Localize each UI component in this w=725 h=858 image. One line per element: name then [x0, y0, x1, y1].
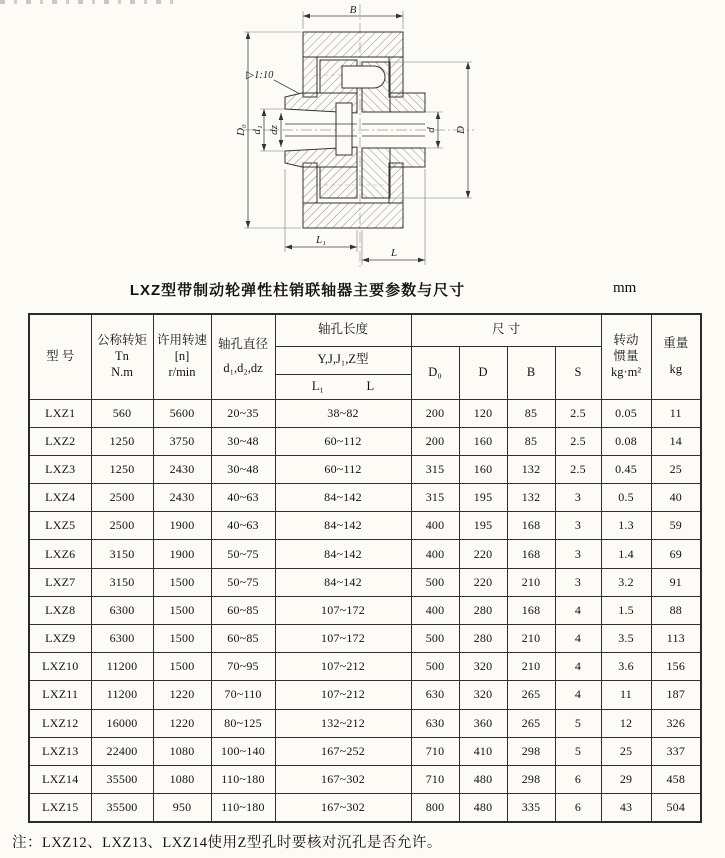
header-bore-dia-line2: d₁,d₂,dz: [223, 361, 263, 376]
cell: 38~82: [275, 399, 411, 427]
cell: 2.5: [555, 455, 601, 483]
cell: 298: [507, 765, 555, 793]
dim-label-l: L: [390, 247, 398, 259]
cell: 110~180: [211, 765, 275, 793]
dim-label-l1: L₁: [316, 234, 326, 246]
cell: 4: [555, 653, 601, 681]
table-rows: [29, 399, 701, 822]
header-dimensions: 尺 寸: [411, 314, 601, 346]
cell: 6300: [91, 596, 153, 624]
cell: 265: [507, 709, 555, 737]
table-row: [29, 399, 701, 427]
cell: LXZ10: [29, 653, 91, 681]
cell: 88: [651, 596, 701, 624]
table-row: [29, 512, 701, 540]
cell: 0.45: [601, 455, 651, 483]
cell: 1220: [153, 681, 211, 709]
header-inertia-line1: 转动: [613, 333, 639, 348]
cell: 107~212: [275, 653, 411, 681]
cell: 70~110: [211, 681, 275, 709]
cell: 4: [555, 681, 601, 709]
cell: 6300: [91, 625, 153, 653]
header-weight-line1: 重量: [663, 336, 689, 351]
cell: 168: [507, 596, 555, 624]
cell: 3: [555, 484, 601, 512]
cell: 500: [411, 653, 459, 681]
cell: 220: [459, 568, 507, 596]
cell: 298: [507, 737, 555, 765]
cell: 480: [459, 794, 507, 822]
dim-label-d1: d₁: [251, 125, 263, 135]
cell: 84~142: [275, 568, 411, 596]
cell: 84~142: [275, 484, 411, 512]
cell: 0.5: [601, 484, 651, 512]
cell: 107~172: [275, 625, 411, 653]
dim-label-d0: D₀: [235, 124, 247, 136]
footnote: 注：LXZ12、LXZ13、LXZ14使用Z型孔时要核对沉孔是否允许。: [12, 835, 442, 851]
cell: 400: [411, 512, 459, 540]
cell: 107~172: [275, 596, 411, 624]
dim-label-dz: dz: [268, 125, 280, 135]
cell: LXZ14: [29, 765, 91, 793]
cell: 5600: [153, 399, 211, 427]
cell: 1250: [91, 455, 153, 483]
cell: 630: [411, 681, 459, 709]
table-row: [29, 427, 701, 455]
table-row: [29, 794, 701, 822]
cell: 320: [459, 653, 507, 681]
cell: LXZ4: [29, 484, 91, 512]
cell: 187: [651, 681, 701, 709]
cell: LXZ11: [29, 681, 91, 709]
cell: 458: [651, 765, 701, 793]
cell: LXZ5: [29, 512, 91, 540]
cell: 200: [411, 427, 459, 455]
cell: 280: [459, 596, 507, 624]
header-weight: [651, 314, 701, 399]
cell: LXZ3: [29, 455, 91, 483]
header-dim-d: D: [459, 346, 507, 399]
cell: 40~63: [211, 484, 275, 512]
cell: 30~48: [211, 427, 275, 455]
cell: 35500: [91, 794, 153, 822]
cell: 160: [459, 455, 507, 483]
cell: 800: [411, 794, 459, 822]
cell: 1080: [153, 765, 211, 793]
cell: 504: [651, 794, 701, 822]
header-weight-line2: kg: [669, 361, 683, 376]
header-speed-line2: [n]: [174, 348, 190, 363]
cell: LXZ7: [29, 568, 91, 596]
cell: 59: [651, 512, 701, 540]
dim-label-D: D: [455, 126, 467, 134]
cell: 280: [459, 625, 507, 653]
header-inertia: [601, 314, 651, 399]
cell: 0.08: [601, 427, 651, 455]
cell: 3.2: [601, 568, 651, 596]
dim-label-d: d: [425, 127, 437, 133]
cell: 60~85: [211, 625, 275, 653]
cell: 22400: [91, 737, 153, 765]
table-row: [29, 653, 701, 681]
header-speed-line1: 许用转速: [156, 333, 207, 348]
taper-label: ▷1:10: [246, 70, 274, 81]
cell: LXZ12: [29, 709, 91, 737]
cell: 326: [651, 709, 701, 737]
table-row: [29, 765, 701, 793]
cell: LXZ9: [29, 625, 91, 653]
table-title: LXZ型带制动轮弹性柱销联轴器主要参数与尺寸: [129, 282, 466, 299]
cell: 85: [507, 399, 555, 427]
header-model: 型 号: [29, 314, 91, 399]
cell: 85: [507, 427, 555, 455]
cell: 132: [507, 455, 555, 483]
cell: 1.4: [601, 540, 651, 568]
cell: 29: [601, 765, 651, 793]
cell: 14: [651, 427, 701, 455]
cell: 11200: [91, 653, 153, 681]
table-row: [29, 540, 701, 568]
cell: 2.5: [555, 427, 601, 455]
cell: LXZ13: [29, 737, 91, 765]
cell: 200: [411, 399, 459, 427]
cell: 50~75: [211, 568, 275, 596]
cell: 320: [459, 681, 507, 709]
header-dim-d0: D₀: [411, 346, 459, 399]
cell: 1500: [153, 596, 211, 624]
cell: 400: [411, 596, 459, 624]
cell: 0.05: [601, 399, 651, 427]
cell: 265: [507, 681, 555, 709]
cell: 1500: [153, 653, 211, 681]
header-bore-length-l: [275, 374, 411, 399]
cell: 195: [459, 512, 507, 540]
cell: 110~180: [211, 794, 275, 822]
cell: 167~302: [275, 765, 411, 793]
table-row: [29, 455, 701, 483]
cell: 410: [459, 737, 507, 765]
cell: LXZ6: [29, 540, 91, 568]
header-torque-line2: N.m: [111, 364, 133, 379]
cell: 400: [411, 540, 459, 568]
cell: 132~212: [275, 709, 411, 737]
cell: 4: [555, 596, 601, 624]
cell: 11: [601, 681, 651, 709]
table-header: [29, 314, 701, 399]
cell: LXZ15: [29, 794, 91, 822]
cell: 168: [507, 540, 555, 568]
cell: 1900: [153, 512, 211, 540]
cell: 3.6: [601, 653, 651, 681]
cell: 5: [555, 709, 601, 737]
cell: 20~35: [211, 399, 275, 427]
cell: 500: [411, 568, 459, 596]
cell: 2500: [91, 512, 153, 540]
header-bore-length-types: Y,J,J₁,Z型: [275, 346, 411, 374]
cell: 167~252: [275, 737, 411, 765]
cell: 315: [411, 455, 459, 483]
header-torque: [91, 314, 153, 399]
cell: 630: [411, 709, 459, 737]
header-l1-label: L₁: [311, 378, 324, 393]
cell: 1080: [153, 737, 211, 765]
table-row: [29, 681, 701, 709]
cell: 3.5: [601, 625, 651, 653]
dim-label-b: B: [349, 4, 357, 16]
cell: LXZ1: [29, 399, 91, 427]
cell: 60~85: [211, 596, 275, 624]
cell: 1900: [153, 540, 211, 568]
cell: 50~75: [211, 540, 275, 568]
coupling-drawing: [0, 0, 725, 272]
cell: 210: [507, 568, 555, 596]
header-torque-line1: 公称转矩Tn: [96, 333, 147, 363]
cell: 6: [555, 765, 601, 793]
cell: 1220: [153, 709, 211, 737]
cell: 3150: [91, 568, 153, 596]
cell: 3: [555, 512, 601, 540]
table-row: [29, 737, 701, 765]
cell: 43: [601, 794, 651, 822]
cell: LXZ2: [29, 427, 91, 455]
cell: 3750: [153, 427, 211, 455]
header-inertia-line3: kg·m²: [610, 364, 642, 379]
cell: 40: [651, 484, 701, 512]
cell: 195: [459, 484, 507, 512]
cell: 360: [459, 709, 507, 737]
cell: 4: [555, 625, 601, 653]
cell: 337: [651, 737, 701, 765]
cell: 60~112: [275, 455, 411, 483]
table-row: [29, 709, 701, 737]
header-bore-diameter: [211, 314, 275, 399]
header-dim-s: S: [555, 346, 601, 399]
cell: 167~302: [275, 794, 411, 822]
cell: 1250: [91, 427, 153, 455]
cell: 107~212: [275, 681, 411, 709]
cell: 210: [507, 625, 555, 653]
cell: 1500: [153, 568, 211, 596]
cell: 480: [459, 765, 507, 793]
cell: 168: [507, 512, 555, 540]
cell: 3150: [91, 540, 153, 568]
cell: 40~63: [211, 512, 275, 540]
cell: 3: [555, 540, 601, 568]
cell: 710: [411, 737, 459, 765]
cell: 5: [555, 737, 601, 765]
cell: 132: [507, 484, 555, 512]
header-bore-length: 轴孔长度: [275, 314, 411, 346]
table-row: [29, 484, 701, 512]
table-row: [29, 596, 701, 624]
header-speed: [153, 314, 211, 399]
header-speed-line3: r/min: [168, 364, 196, 379]
cell: 6: [555, 794, 601, 822]
cell: 11200: [91, 681, 153, 709]
cell: 70~95: [211, 653, 275, 681]
cell: 220: [459, 540, 507, 568]
header-dim-b: B: [507, 346, 555, 399]
header-inertia-line2: 惯量: [613, 348, 639, 363]
cell: 113: [651, 625, 701, 653]
table-row: [29, 625, 701, 653]
cell: 25: [601, 737, 651, 765]
header-bore-dia-line1: 轴孔直径: [217, 336, 268, 351]
cell: 950: [153, 794, 211, 822]
cell: 160: [459, 427, 507, 455]
cell: 80~125: [211, 709, 275, 737]
cell: 12: [601, 709, 651, 737]
cell: 335: [507, 794, 555, 822]
cell: 11: [651, 399, 701, 427]
cell: 84~142: [275, 540, 411, 568]
cell: 120: [459, 399, 507, 427]
cell: 710: [411, 765, 459, 793]
cell: 100~140: [211, 737, 275, 765]
cell: 1.3: [601, 512, 651, 540]
cell: 91: [651, 568, 701, 596]
cell: 84~142: [275, 512, 411, 540]
cell: 560: [91, 399, 153, 427]
cell: 2500: [91, 484, 153, 512]
cell: 210: [507, 653, 555, 681]
cell: 315: [411, 484, 459, 512]
cell: 25: [651, 455, 701, 483]
cell: 2430: [153, 455, 211, 483]
title-bar: [0, 279, 725, 301]
cell: 2430: [153, 484, 211, 512]
cell: 35500: [91, 765, 153, 793]
cell: 1.5: [601, 596, 651, 624]
cell: 30~48: [211, 455, 275, 483]
table-row: [29, 568, 701, 596]
cell: 2.5: [555, 399, 601, 427]
cell: 60~112: [275, 427, 411, 455]
unit-label: mm: [613, 280, 637, 296]
cell: 16000: [91, 709, 153, 737]
cell: LXZ8: [29, 596, 91, 624]
cell: 3: [555, 568, 601, 596]
cell: 156: [651, 653, 701, 681]
cell: 69: [651, 540, 701, 568]
header-l-label: L: [366, 378, 375, 393]
parameters-table: [28, 313, 702, 823]
cell: 1500: [153, 625, 211, 653]
cell: 500: [411, 625, 459, 653]
